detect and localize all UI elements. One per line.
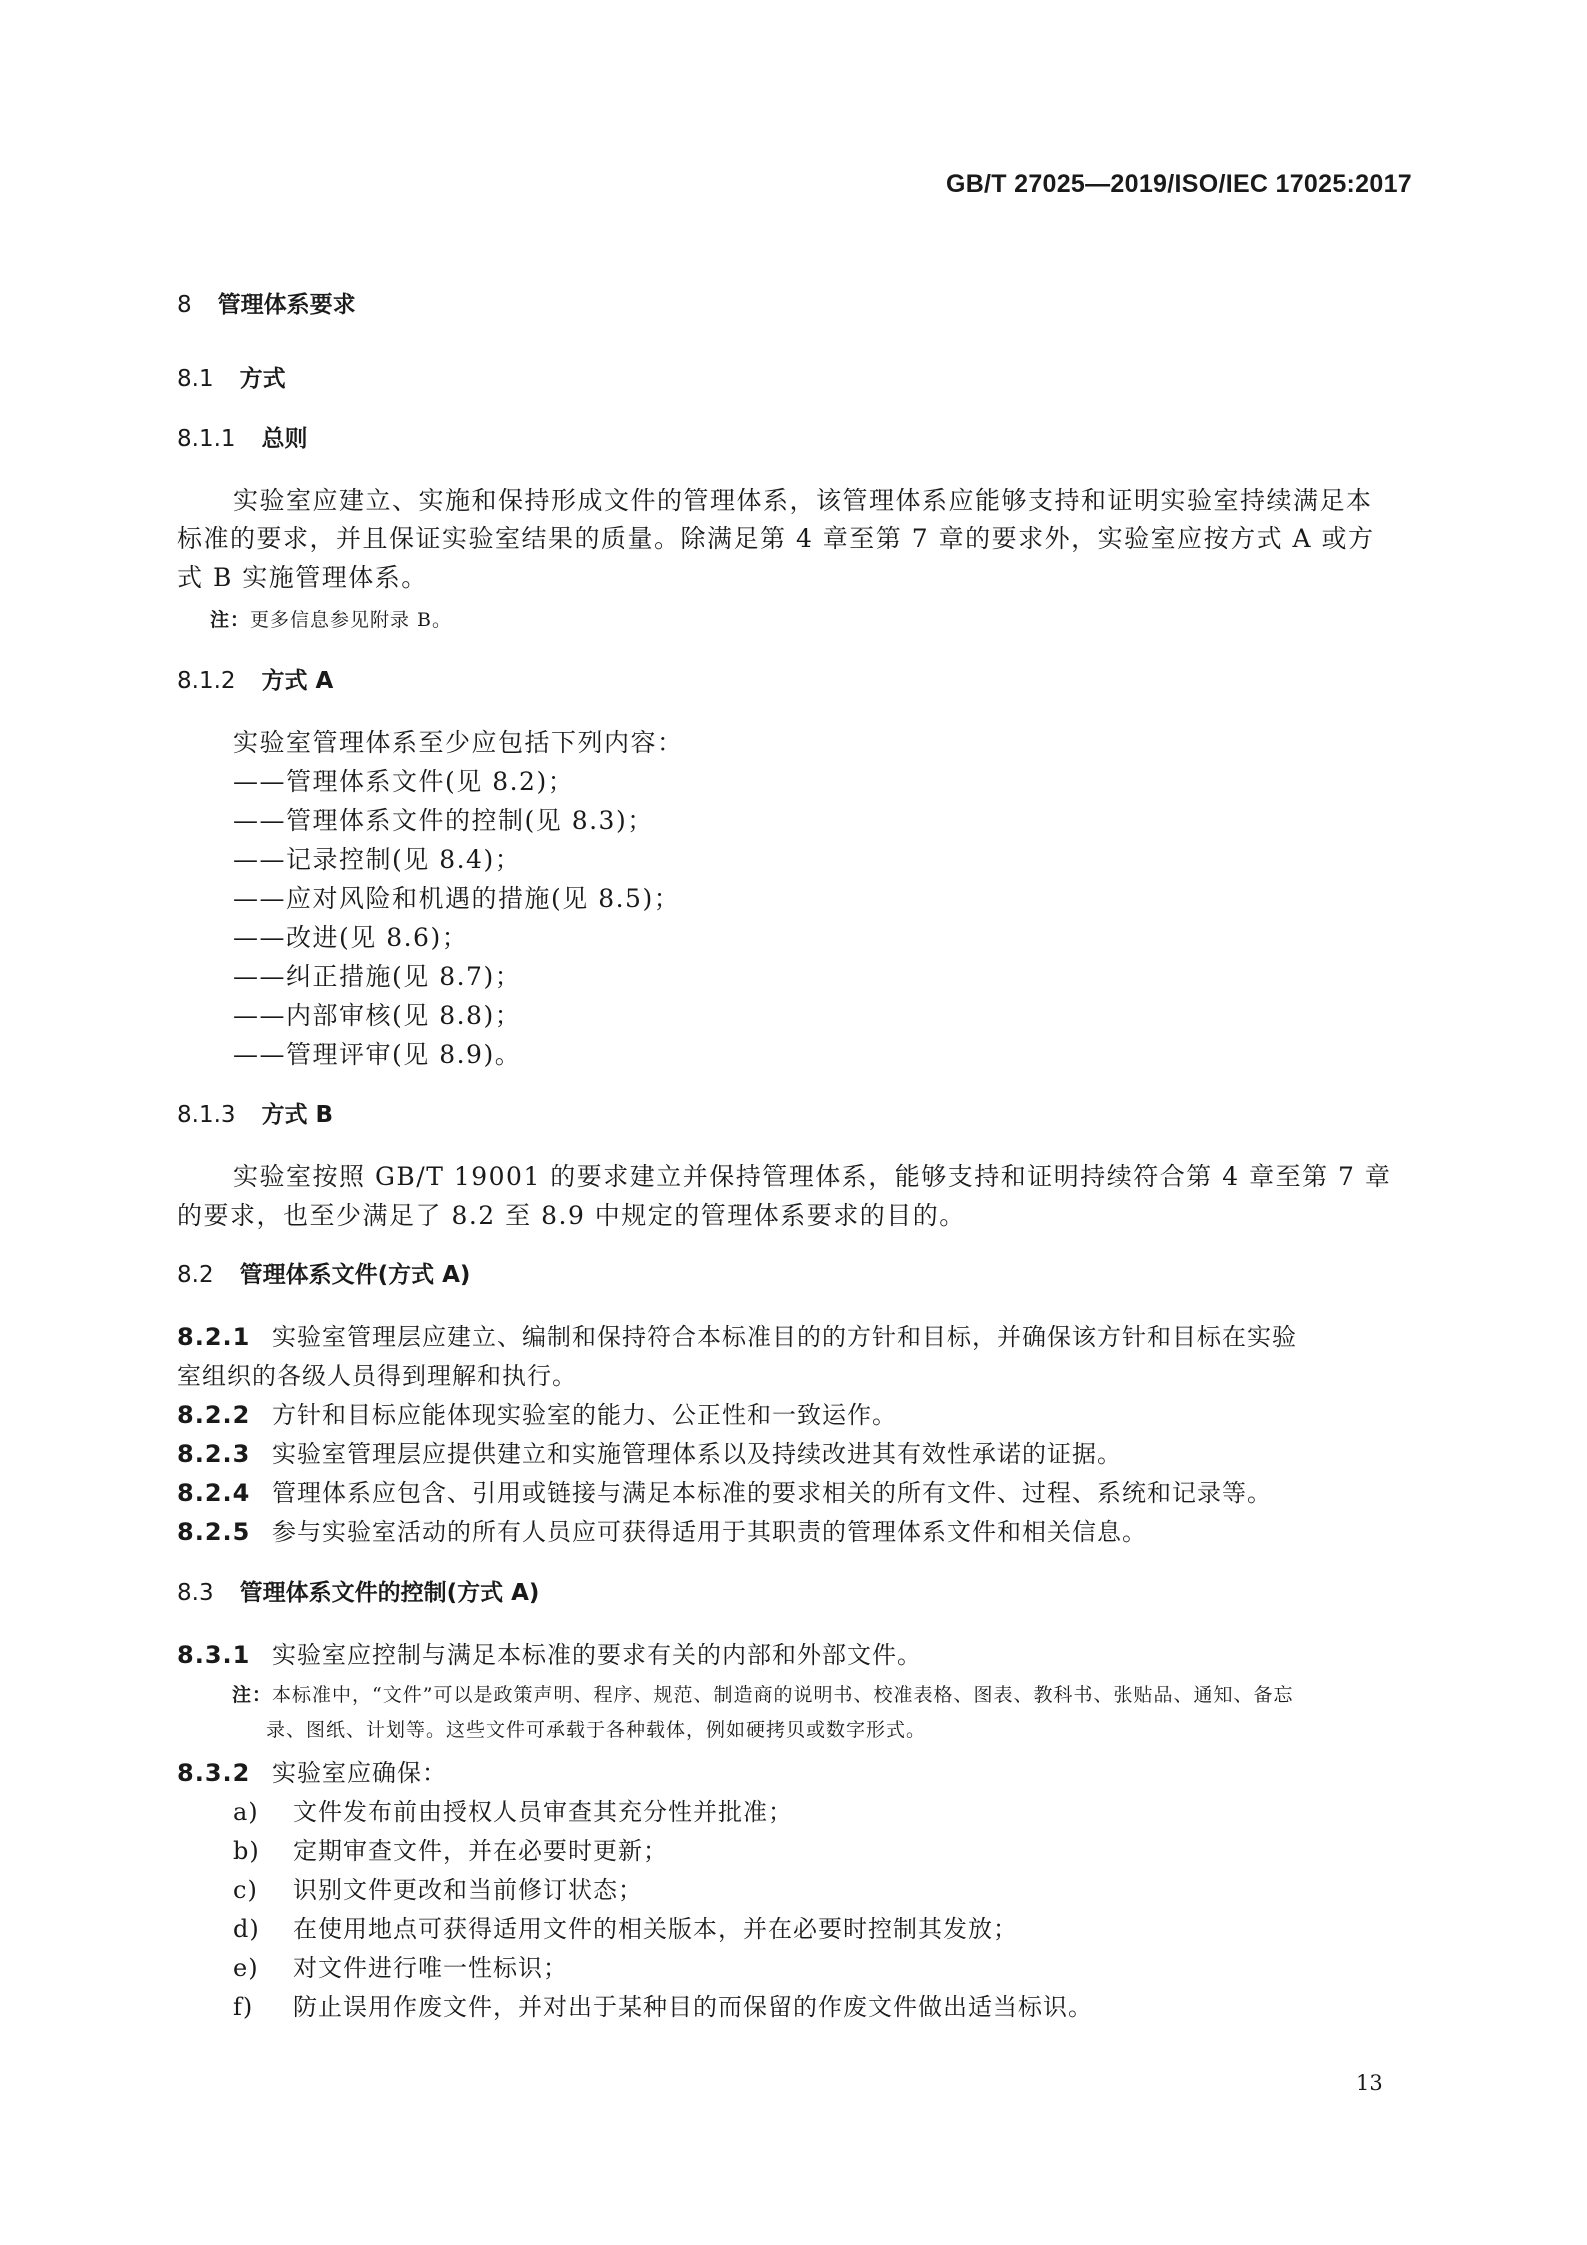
clause-number: 8.2.5 <box>177 1518 251 1546</box>
list-item: ——管理体系文件(见 8.2)； <box>233 767 575 796</box>
clause-text: 实验室应确保： <box>272 1759 447 1787</box>
note-text: 更多信息参见附录 B。 <box>250 609 453 631</box>
list-item <box>233 1800 793 1824</box>
section-title: 管理体系要求 <box>217 292 356 318</box>
clause-text: 实验室管理层应提供建立和实施管理体系以及持续改进其有效性承诺的证据。 <box>272 1440 1122 1468</box>
clause-text: 实验室应控制与满足本标准的要求有关的内部和外部文件。 <box>272 1641 922 1669</box>
clause-number: 8.2.4 <box>177 1479 251 1507</box>
section-number: 8 <box>177 292 192 318</box>
list-item: ——记录控制(见 8.4)； <box>233 845 522 874</box>
paragraph-line: 式 B 实施管理体系。 <box>177 563 428 592</box>
section-8-2-heading <box>177 1264 470 1287</box>
clause-number: 8.2.1 <box>177 1323 251 1351</box>
list-item <box>233 1995 1093 2019</box>
paragraph-line: 的要求，也至少满足了 8.2 至 8.9 中规定的管理体系要求的目的。 <box>177 1201 966 1230</box>
section-8-heading <box>177 294 356 317</box>
clause-continuation: 室组织的各级人员得到理解和执行。 <box>177 1362 577 1390</box>
list-marker: e) <box>233 1954 259 1982</box>
clause-8-3-2 <box>177 1761 447 1785</box>
list-item-text: 文件发布前由授权人员审查其充分性并批准； <box>293 1798 793 1826</box>
list-marker: b) <box>233 1837 260 1865</box>
note-label: 注： <box>210 609 251 631</box>
paragraph-line: 实验室应建立、实施和保持形成文件的管理体系，该管理体系应能够支持和证明实验室持续满足本 <box>233 486 1373 515</box>
clause-8-2-3 <box>177 1442 1122 1466</box>
list-item <box>233 1839 668 1863</box>
section-title: 管理体系文件的控制(方式 A) <box>239 1580 540 1606</box>
clause-text: 方针和目标应能体现实验室的能力、公正性和一致运作。 <box>272 1401 897 1429</box>
clause-text: 参与实验室活动的所有人员应可获得适用于其职责的管理体系文件和相关信息。 <box>272 1518 1147 1546</box>
section-8-1-1-heading <box>177 428 308 451</box>
section-number: 8.1.3 <box>177 1102 236 1128</box>
clause-8-2-2 <box>177 1403 897 1427</box>
section-title: 方式 B <box>261 1102 334 1128</box>
list-item: ——管理体系文件的控制(见 8.3)； <box>233 806 654 835</box>
clause-text: 实验室管理层应建立、编制和保持符合本标准目的的方针和目标，并确保该方针和目标在实验 <box>272 1323 1297 1351</box>
list-item: ——纠正措施(见 8.7)； <box>233 962 522 991</box>
list-item <box>233 1956 568 1980</box>
clause-8-2-4 <box>177 1481 1272 1505</box>
list-item-text: 定期审查文件，并在必要时更新； <box>293 1837 668 1865</box>
clause-8-2-1 <box>177 1325 1297 1349</box>
note-label: 注： <box>232 1684 273 1706</box>
note-text: 本标准中，“文件”可以是政策声明、程序、规范、制造商的说明书、校准表格、图表、教科书、张贴品、通知、备忘 <box>272 1684 1294 1706</box>
list-item: ——内部审核(见 8.8)； <box>233 1001 522 1030</box>
paragraph-line: 实验室按照 GB/T 19001 的要求建立并保持管理体系，能够支持和证明持续符合第 4 章至第 7 章 <box>233 1162 1392 1191</box>
section-title: 方式 A <box>261 668 334 694</box>
section-title: 方式 <box>239 366 286 392</box>
clause-8-2-5 <box>177 1520 1147 1544</box>
section-number: 8.1 <box>177 366 214 392</box>
section-title: 总则 <box>261 426 308 452</box>
list-item-text: 对文件进行唯一性标识； <box>293 1954 568 1982</box>
section-title: 管理体系文件(方式 A) <box>239 1262 471 1288</box>
section-8-1-heading <box>177 368 286 391</box>
list-item-text: 在使用地点可获得适用文件的相关版本，并在必要时控制其发放； <box>293 1915 1018 1943</box>
section-number: 8.1.2 <box>177 668 236 694</box>
paragraph-line: 标准的要求，并且保证实验室结果的质量。除满足第 4 章至第 7 章的要求外，实验室应按方式 A 或方 <box>177 524 1375 553</box>
note <box>210 611 452 630</box>
section-8-3-heading <box>177 1582 539 1605</box>
list-marker: a) <box>233 1798 259 1826</box>
running-header: GB/T 27025—2019/ISO/IEC 17025:2017 <box>945 170 1412 198</box>
clause-number: 8.3.2 <box>177 1759 251 1787</box>
clause-number: 8.2.2 <box>177 1401 251 1429</box>
list-item: ——应对风险和机遇的措施(见 8.5)； <box>233 884 681 913</box>
section-8-1-2-heading <box>177 670 333 693</box>
section-number: 8.2 <box>177 1262 214 1288</box>
list-item-text: 防止误用作废文件，并对出于某种目的而保留的作废文件做出适当标识。 <box>293 1993 1093 2021</box>
paragraph-line: 实验室管理体系至少应包括下列内容： <box>233 728 684 757</box>
section-number: 8.1.1 <box>177 426 236 452</box>
clause-number: 8.2.3 <box>177 1440 251 1468</box>
list-item <box>233 1878 643 1902</box>
note-continuation: 录、图纸、计划等。这些文件可承载于各种载体，例如硬拷贝或数字形式。 <box>266 1719 927 1741</box>
list-item-text: 识别文件更改和当前修订状态； <box>293 1876 643 1904</box>
list-item: ——改进(见 8.6)； <box>233 923 469 952</box>
clause-number: 8.3.1 <box>177 1641 251 1669</box>
list-item: ——管理评审(见 8.9)。 <box>233 1040 522 1069</box>
list-marker: d) <box>233 1915 260 1943</box>
clause-text: 管理体系应包含、引用或链接与满足本标准的要求相关的所有文件、过程、系统和记录等。 <box>272 1479 1272 1507</box>
list-item <box>233 1917 1018 1941</box>
clause-8-3-1 <box>177 1643 922 1667</box>
section-number: 8.3 <box>177 1580 214 1606</box>
page-number: 13 <box>1356 2071 1383 2095</box>
list-marker: c) <box>233 1876 258 1904</box>
section-8-1-3-heading <box>177 1104 333 1127</box>
note <box>232 1686 1293 1705</box>
list-marker: f) <box>233 1993 254 2021</box>
